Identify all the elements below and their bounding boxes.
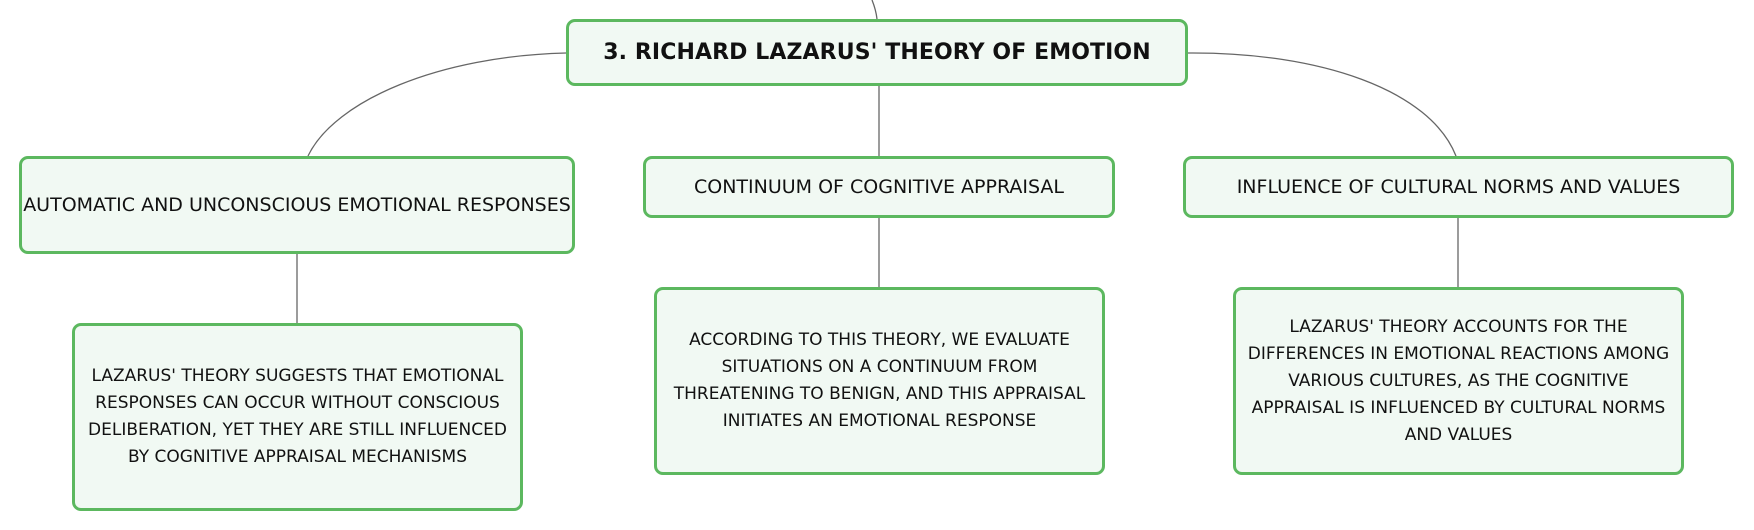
topic-label: INFLUENCE OF CULTURAL NORMS AND VALUES xyxy=(1236,176,1681,198)
topic-node-automatic-unconscious-responses[interactable] xyxy=(19,156,575,254)
detail-text: ACCORDING TO THIS THEORY, WE EVALUATE SITUATIONS ON A CONTINUUM FROM THREATENING TO BENIGN, AND THIS APPRAISAL INITIATES AN EMOTIONAL RESPONSE xyxy=(673,330,1086,431)
topic-node-continuum-of-appraisal[interactable] xyxy=(643,156,1115,218)
root-node[interactable] xyxy=(566,19,1188,86)
root-title: 3. RICHARD LAZARUS' THEORY OF EMOTION xyxy=(603,40,1151,65)
detail-node-automatic-unconscious-responses[interactable] xyxy=(72,323,523,511)
connector-root-to-topic-1 xyxy=(308,53,566,156)
topic-node-cultural-norms[interactable] xyxy=(1183,156,1734,218)
topic-label: CONTINUUM OF COGNITIVE APPRAISAL xyxy=(694,176,1064,198)
detail-text: LAZARUS' THEORY ACCOUNTS FOR THE DIFFERENCES IN EMOTIONAL REACTIONS AMONG VARIOUS CULTURES, AS THE COGNITIVE APPRAISAL IS INFLUENCED BY CULTURAL NORMS AND VALUES xyxy=(1247,316,1670,445)
detail-node-continuum-of-appraisal[interactable] xyxy=(654,287,1105,475)
detail-text: LAZARUS' THEORY SUGGESTS THAT EMOTIONAL RESPONSES CAN OCCUR WITHOUT CONSCIOUS DELIBERATION, YET THEY ARE STILL INFLUENCED BY COGNITIVE APPRAISAL MECHANISMS xyxy=(88,366,507,467)
connector-root-to-topic-3 xyxy=(1188,53,1456,156)
connector-parent-to-root xyxy=(872,0,877,19)
topic-label: AUTOMATIC AND UNCONSCIOUS EMOTIONAL RESPONSES xyxy=(23,194,571,216)
detail-node-cultural-norms[interactable] xyxy=(1233,287,1684,475)
